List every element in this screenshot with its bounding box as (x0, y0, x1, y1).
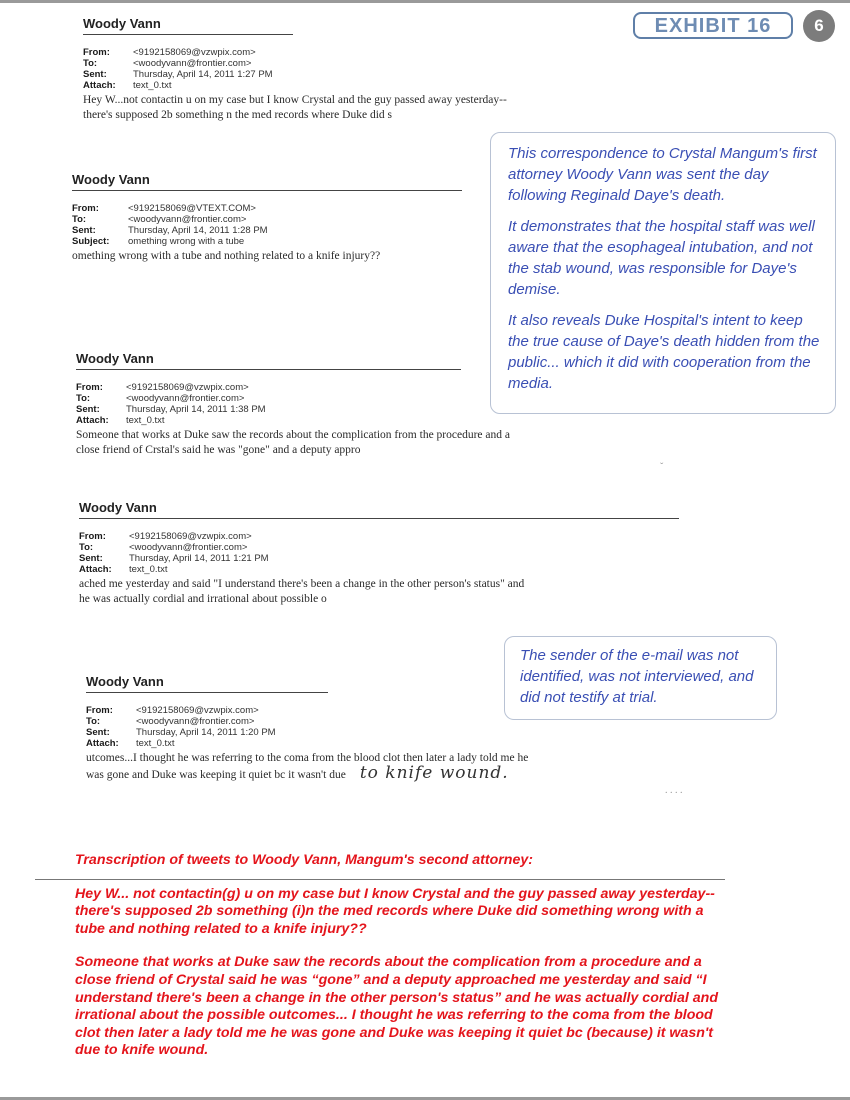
email-body-line: Someone that works at Duke saw the records about the complication from the procedure and a (76, 429, 510, 441)
tweet-transcription (75, 852, 735, 1076)
transcription-paragraph: Hey W... not contactin(g) u on my case but I know Crystal and the guy passed away yesterday-- there's supposed 2b something (i)n the med records where Duke did something wrong with a tube and nothing related to a knife injury?? (75, 885, 715, 937)
header-key: From: (72, 203, 99, 214)
header-key: To: (86, 716, 101, 727)
email-body (83, 93, 613, 123)
email-headers (79, 531, 679, 575)
email-body-line: utcomes...I thought he was referring to the coma from the blood clot then later a lady told me he (86, 752, 529, 764)
header-key: Sent: (76, 404, 100, 415)
divider (76, 369, 461, 370)
header-key: To: (76, 393, 91, 404)
header-value: Thursday, April 14, 2011 1:20 PM (136, 727, 276, 738)
header-key: From: (83, 47, 110, 58)
header-key: Sent: (79, 553, 103, 564)
annotation-callout-1 (490, 132, 836, 414)
email-body (76, 428, 636, 458)
callout-paragraph: This correspondence to Crystal Mangum's first attorney Woody Vann was sent the day following Reginald Daye's death. (508, 145, 817, 204)
header-value: <woodyvann@frontier.com> (133, 58, 252, 69)
header-value: <9192158069@vzwpix.com> (136, 705, 259, 716)
header-key: To: (83, 58, 98, 69)
divider (35, 879, 725, 880)
header-key: Sent: (86, 727, 110, 738)
email-printout-1 (83, 16, 613, 123)
scan-mark: . . . . (665, 785, 683, 796)
handwritten-annotation: to knife wound. (359, 763, 509, 783)
email-body-line (86, 763, 666, 783)
email-body-line: there's supposed 2b something n the med records where Duke did s (83, 109, 392, 121)
email-headers (83, 47, 613, 91)
callout-paragraph: The sender of the e-mail was not identified, was not interviewed, and did not testify at trial. (520, 647, 754, 706)
divider (83, 34, 293, 35)
header-key: From: (79, 531, 106, 542)
email-body-line: he was actually cordial and irrational about possible o (79, 593, 327, 605)
email-sender-name: Woody Vann (72, 172, 150, 187)
header-key: Attach: (76, 415, 109, 426)
header-value: <9192158069@vzwpix.com> (133, 47, 256, 58)
header-value: Thursday, April 14, 2011 1:28 PM (128, 225, 268, 236)
email-headers (72, 203, 492, 247)
header-key: To: (79, 542, 94, 553)
header-key: Attach: (86, 738, 119, 749)
scan-mark: ˇ (660, 462, 664, 473)
email-printout-2 (72, 172, 492, 264)
divider (72, 190, 462, 191)
header-value: omething wrong with a tube (128, 236, 245, 247)
callout-paragraph: It demonstrates that the hospital staff was well aware that the esophageal intubation, and not the stab wound, was responsible for Daye's demise. (508, 218, 815, 298)
header-key: From: (76, 382, 103, 393)
header-value: Thursday, April 14, 2011 1:21 PM (129, 553, 269, 564)
email-body-line: close friend of Crstal's said he was "gone" and a deputy appro (76, 444, 361, 456)
email-sender-name: Woody Vann (76, 351, 154, 366)
header-value: <9192158069@VTEXT.COM> (128, 203, 256, 214)
divider (79, 518, 679, 519)
header-key: Sent: (83, 69, 107, 80)
email-body (79, 577, 679, 607)
header-value: <woodyvann@frontier.com> (136, 716, 255, 727)
email-printout-4 (79, 500, 679, 607)
header-value: Thursday, April 14, 2011 1:38 PM (126, 404, 266, 415)
header-value: text_0.txt (136, 738, 175, 749)
email-body-line: ached me yesterday and said "I understand there's been a change in the other person's status" and (79, 578, 525, 590)
header-key: Attach: (79, 564, 112, 575)
exhibit-label: EXHIBIT 16 (633, 12, 793, 39)
header-key: Attach: (83, 80, 116, 91)
top-border (0, 0, 850, 3)
header-value: Thursday, April 14, 2011 1:27 PM (133, 69, 273, 80)
header-value: text_0.txt (126, 415, 165, 426)
header-value: <9192158069@vzwpix.com> (129, 531, 252, 542)
header-key: To: (72, 214, 87, 225)
header-key: From: (86, 705, 113, 716)
email-sender-name: Woody Vann (79, 500, 157, 515)
callout-paragraph: It also reveals Duke Hospital's intent to keep the true cause of Daye's death hidden from the public... which it did with cooperation from the media. (508, 312, 820, 392)
email-body (72, 249, 492, 264)
email-sender-name: Woody Vann (86, 674, 164, 689)
email-body-text: was gone and Duke was keeping it quiet bc it wasn't due (86, 769, 346, 781)
header-value: <woodyvann@frontier.com> (126, 393, 245, 404)
transcription-paragraph: Someone that works at Duke saw the records about the complication from a procedure and a close friend of Crystal said he was “gone” and a deputy approached me yesterday and said “I understand there's been a change in the other person's status” and he was actually cordial and irrational about the possible outcomes... I thought he was referring to the coma from the blood clot then later a lady told me he was gone and Duke was keeping it quiet bc (because) it wasn't due to knife wound. (75, 954, 718, 1059)
transcription-title: Transcription of tweets to Woody Vann, Mangum's second attorney: (75, 852, 533, 868)
header-value: <woodyvann@frontier.com> (128, 214, 247, 225)
header-key: Subject: (72, 236, 110, 247)
header-value: <9192158069@vzwpix.com> (126, 382, 249, 393)
header-value: text_0.txt (129, 564, 168, 575)
annotation-callout-2 (504, 636, 777, 720)
header-key: Sent: (72, 225, 96, 236)
header-value: text_0.txt (133, 80, 172, 91)
email-body-line: omething wrong with a tube and nothing related to a knife injury?? (72, 250, 381, 262)
email-sender-name: Woody Vann (83, 16, 161, 31)
email-body-line: Hey W...not contactin u on my case but I know Crystal and the guy passed away yesterday-- (83, 94, 507, 106)
email-body (86, 751, 666, 783)
page-number-badge: 6 (803, 10, 835, 42)
header-value: <woodyvann@frontier.com> (129, 542, 248, 553)
divider (86, 692, 328, 693)
